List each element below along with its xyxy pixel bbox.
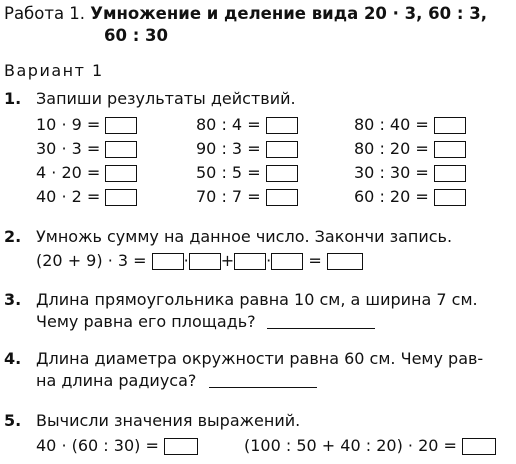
expression-text: 90 : 3 = <box>196 139 261 158</box>
answer-box[interactable] <box>189 253 221 270</box>
task-number: 1. <box>4 89 22 108</box>
expression-text: 80 : 20 = <box>354 139 429 158</box>
topic-title-line1: Умножение и деление вида 20 · 3, 60 : 3, <box>90 4 487 23</box>
expression-text: (100 : 50 + 40 : 20) · 20 = <box>244 436 457 455</box>
answer-box[interactable] <box>105 141 137 158</box>
operator: + <box>220 251 235 270</box>
answer-box[interactable] <box>462 438 496 455</box>
expression-text: 80 : 4 = <box>196 115 261 134</box>
expression-text: 30 · 3 = <box>36 139 101 158</box>
answer-box[interactable] <box>105 117 137 134</box>
expression-row <box>354 187 466 207</box>
answer-box[interactable] <box>327 253 363 270</box>
answer-line[interactable] <box>209 387 317 388</box>
expression-row <box>196 187 298 207</box>
expression-row <box>244 436 496 456</box>
answer-box[interactable] <box>105 189 137 206</box>
answer-box[interactable] <box>164 438 198 455</box>
expression-text: 40 · 2 = <box>36 187 101 206</box>
answer-box[interactable] <box>434 165 466 182</box>
expression-row <box>354 163 466 183</box>
expression-text: 80 : 40 = <box>354 115 429 134</box>
operator: = <box>308 251 322 270</box>
expression-row <box>36 115 137 135</box>
expression-text: (20 + 9) · 3 = <box>36 251 147 270</box>
answer-box[interactable] <box>434 117 466 134</box>
expression-row <box>36 251 363 271</box>
expression-row <box>196 115 298 135</box>
topic-title-line2: 60 : 30 <box>104 26 169 45</box>
answer-box[interactable] <box>234 253 266 270</box>
expression-text: 40 · (60 : 30) = <box>36 436 159 455</box>
answer-box[interactable] <box>266 117 298 134</box>
expression-row <box>354 115 466 135</box>
task-instruction: Запиши результаты действий. <box>36 89 296 108</box>
operator: · <box>266 251 272 270</box>
expression-text: 30 : 30 = <box>354 163 429 182</box>
answer-box[interactable] <box>271 253 303 270</box>
expression-row <box>354 139 466 159</box>
expression-row <box>36 187 137 207</box>
expression-text: 60 : 20 = <box>354 187 429 206</box>
task-number: 5. <box>4 411 22 430</box>
answer-box[interactable] <box>105 165 137 182</box>
task-instruction: Вычисли значения выражений. <box>36 411 301 430</box>
answer-box[interactable] <box>434 141 466 158</box>
expression-text: 50 : 5 = <box>196 163 261 182</box>
task-question-line2: Чему равна его площадь? <box>36 312 256 331</box>
operator: · <box>183 251 189 270</box>
task-instruction: Умножь сумму на данное число. Закончи запись. <box>36 227 453 246</box>
answer-box[interactable] <box>434 189 466 206</box>
expression-row <box>196 163 298 183</box>
answer-box[interactable] <box>152 253 184 270</box>
expression-row <box>196 139 298 159</box>
expression-row <box>36 139 137 159</box>
answer-box[interactable] <box>266 165 298 182</box>
answer-line[interactable] <box>267 328 375 329</box>
answer-box[interactable] <box>266 189 298 206</box>
task-question-line2: на длина радиуса? <box>36 371 197 390</box>
task-number: 3. <box>4 290 22 309</box>
variant-label: Вариант 1 <box>4 61 104 80</box>
expression-row <box>36 436 198 456</box>
worksheet-title <box>4 4 512 45</box>
expression-text: 10 · 9 = <box>36 115 101 134</box>
task-question-line1: Длина прямоугольника равна 10 см, а ширина 7 см. <box>36 290 478 309</box>
answer-box[interactable] <box>266 141 298 158</box>
task-number: 2. <box>4 227 22 246</box>
work-number: Работа 1. <box>4 4 86 23</box>
expression-text: 70 : 7 = <box>196 187 261 206</box>
expression-text: 4 · 20 = <box>36 163 101 182</box>
task-question-line1: Длина диаметра окружности равна 60 см. Чему рав- <box>36 349 484 368</box>
expression-row <box>36 163 137 183</box>
task-number: 4. <box>4 349 22 368</box>
